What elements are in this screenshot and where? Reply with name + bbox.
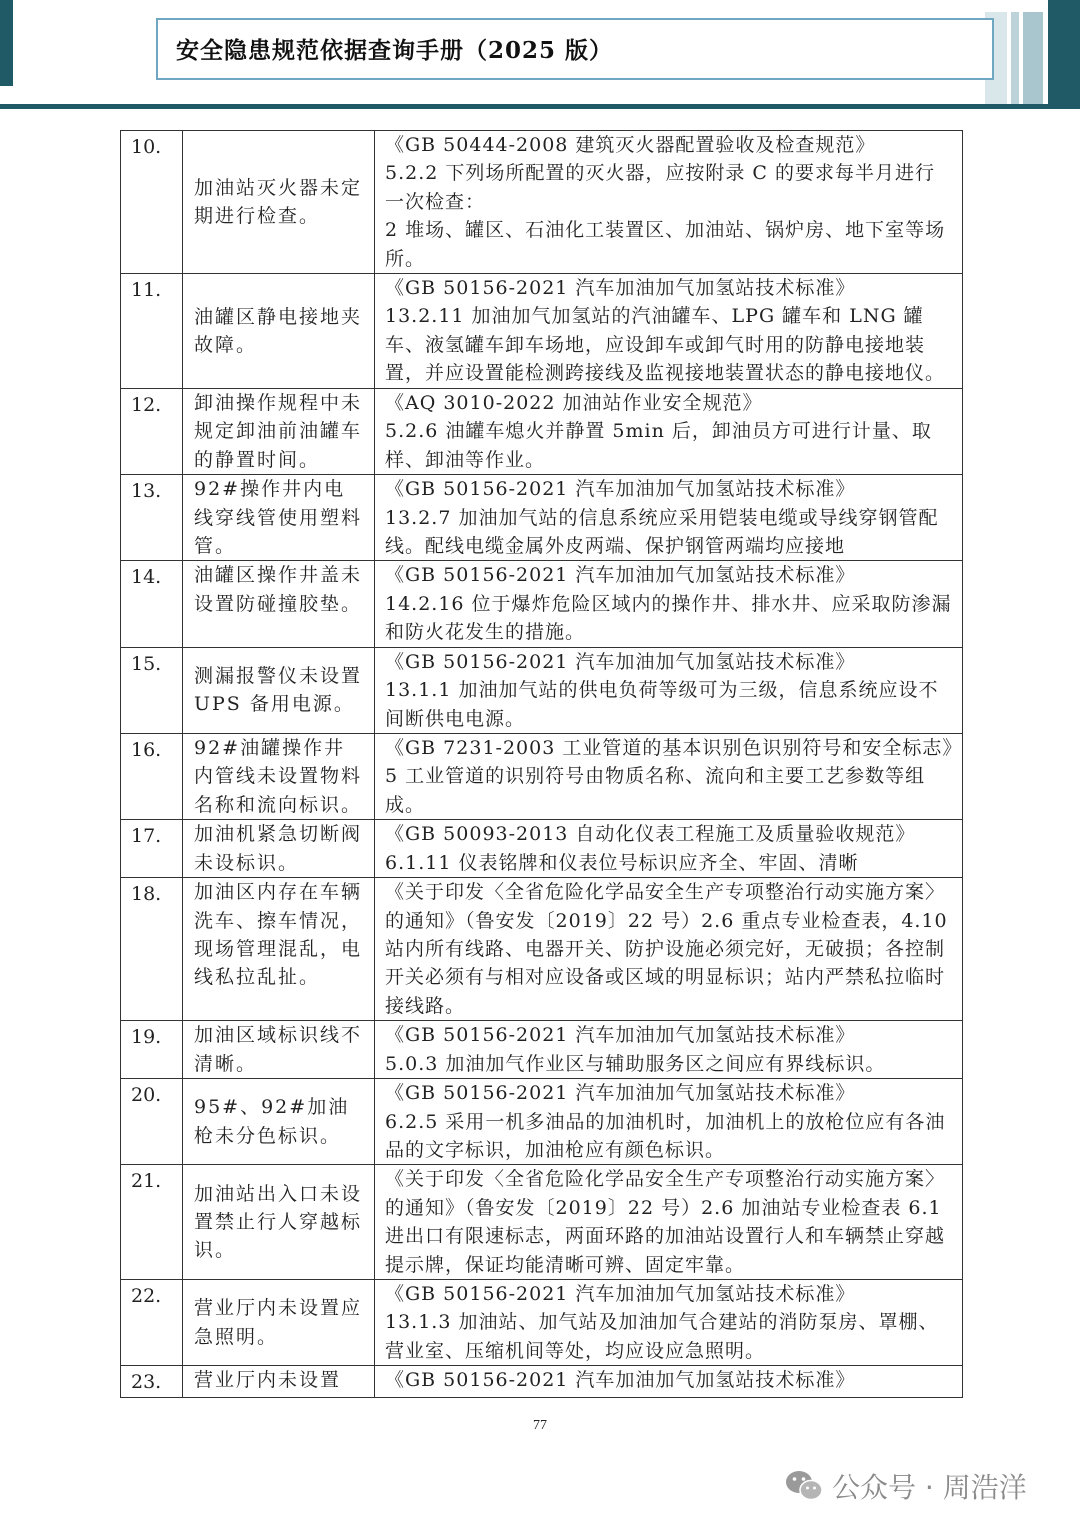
regulation-basis [375, 820, 963, 878]
table-row [121, 647, 963, 733]
regulation-basis [375, 274, 963, 389]
row-number: 23. [121, 1366, 183, 1397]
clause-text: 5.0.3 加油加气作业区与辅助服务区之间应有界线标识。 [385, 1052, 886, 1075]
table-row [121, 878, 963, 1021]
standard-reference: 《GB 50156-2021 汽车加油加气加氢站技术标准》 [385, 564, 856, 587]
standard-reference: 《GB 50093-2013 自动化仪表工程施工及质量验收规范》 [385, 823, 916, 846]
clause-text: 14.2.16 位于爆炸危险区域内的操作井、排水井、应采取防渗漏和防火花发生的措施。 [385, 592, 952, 644]
clause-text: 5.2.2 下列场所配置的灭火器，应按附录 C 的要求每半月进行一次检查： [385, 162, 936, 213]
row-number: 19. [121, 1021, 183, 1079]
table-row [121, 1280, 963, 1366]
hazard-text: 加油站出入口未设置禁止行人穿越标识。 [194, 1182, 363, 1262]
regulation-basis [375, 475, 963, 561]
table-row [121, 131, 963, 274]
hazard-text: 测漏报警仪未设置 UPS 备用电源。 [194, 664, 363, 716]
hazard-text: 油罐区操作井盖未设置防碰撞胶垫。 [194, 564, 363, 615]
row-number: 22. [121, 1280, 183, 1366]
hazard-text: 营业厅内未设置 [194, 1369, 342, 1392]
hazard-text: 92#操作井内电线穿线管使用塑料管。 [194, 478, 363, 558]
table-row [121, 1079, 963, 1165]
standard-reference: 《GB 50156-2021 汽车加油加气加氢站技术标准》 [385, 277, 856, 300]
hazard-description [183, 820, 375, 878]
hazard-text: 加油站灭火器未定期进行检查。 [194, 176, 363, 228]
hazard-description [183, 561, 375, 647]
standard-reference: 《GB 50156-2021 汽车加油加气加氢站技术标准》 [385, 1082, 856, 1105]
regulation-basis [375, 1280, 963, 1366]
hazard-table [120, 130, 963, 1398]
standard-reference: 《GB 50156-2021 汽车加油加气加氢站技术标准》 [385, 1369, 856, 1392]
standard-reference: 《GB 50156-2021 汽车加油加气加氢站技术标准》 [385, 650, 856, 673]
table-row [121, 475, 963, 561]
hazard-text: 加油区域标识线不清晰。 [194, 1024, 363, 1075]
clause-text: 13.1.3 加油站、加气站及加油加气合建站的消防泵房、罩棚、营业室、压缩机间等处，均应设应急照明。 [385, 1311, 939, 1362]
table-row [121, 1021, 963, 1079]
row-number: 10. [121, 131, 183, 274]
hazard-description [183, 389, 375, 475]
standard-reference: 《GB 7231-2003 工业管道的基本识别色识别符号和安全标志》 [385, 736, 963, 759]
clause-text: 6.2.5 采用一机多油品的加油机时，加油机上的放枪位应有各油品的文字标识，加油枪应有颜色标识。 [385, 1110, 946, 1161]
table-row [121, 820, 963, 878]
row-number: 20. [121, 1079, 183, 1165]
hazard-text: 92#油罐操作井内管线未设置物料名称和流向标识。 [194, 736, 363, 816]
watermark [784, 1466, 1027, 1506]
standard-reference: 《GB 50444-2008 建筑灭火器配置验收及检查规范》 [385, 134, 876, 156]
standard-reference: 《GB 50156-2021 汽车加油加气加氢站技术标准》 [385, 1283, 856, 1305]
hazard-description [183, 1021, 375, 1079]
header-right-block [1048, 0, 1080, 104]
regulation-basis [375, 1079, 963, 1165]
wechat-icon [784, 1468, 824, 1504]
row-number: 18. [121, 878, 183, 1021]
hazard-text: 卸油操作规程中未规定卸油前油罐车的静置时间。 [194, 392, 363, 471]
hazard-description [183, 1280, 375, 1366]
regulation-basis [375, 1366, 963, 1397]
header-left-bar [0, 0, 13, 86]
table-row [121, 389, 963, 475]
row-number: 21. [121, 1165, 183, 1280]
regulation-basis [375, 647, 963, 733]
standard-reference: 《GB 50156-2021 汽车加油加气加氢站技术标准》 [385, 1024, 856, 1047]
regulation-basis [375, 733, 963, 819]
clause-text: 13.1.1 加油加气站的供电负荷等级可为三级，信息系统应设不间断供电电源。 [385, 679, 939, 730]
clause-text: 13.2.7 加油加气站的信息系统应采用铠装电缆或导线穿钢管配线。配线电缆金属外皮两端、保护钢管两端均应接地 [385, 506, 939, 558]
hazard-description [183, 274, 375, 389]
hazard-description [183, 1366, 375, 1397]
hazard-description [183, 1165, 375, 1280]
row-number: 11. [121, 274, 183, 389]
row-number: 17. [121, 820, 183, 878]
regulation-basis [375, 389, 963, 475]
table-row [121, 1366, 963, 1397]
hazard-text: 油罐区静电接地夹故障。 [194, 305, 363, 357]
page-title: 安全隐患规范依据查询手册（2025 版） [176, 37, 614, 64]
standard-reference: 《AQ 3010-2022 加油站作业安全规范》 [385, 392, 763, 415]
clause-text: 13.2.11 加油加气加氢站的汽油罐车、LPG 罐车和 LNG 罐车、液氢罐车卸车场地，应设卸车或卸气时用的防静电接地装置，并应设置能检测跨接线及监视接地装置状态的静电接地仪。 [385, 305, 946, 385]
regulation-basis [375, 561, 963, 647]
header-rule [0, 104, 1080, 109]
watermark-text: 公众号 · 周浩洋 [832, 1471, 1027, 1504]
header-stripes [985, 12, 1055, 104]
standard-reference: 《关于印发〈全省危险化学品安全生产专项整治行动实施方案〉的通知》（鲁安发〔2019〕22 号）2.6 重点专业检查表，4.10 站内所有线路、电器开关、防护设施必须完好，无破损；各控制开关必须有与相对应设备或区域的明显标识；站内严禁私拉临时接线路。 [385, 881, 948, 1017]
regulation-basis [375, 131, 963, 274]
clause-text: 6.1.11 仪表铭牌和仪表位号标识应齐全、牢固、清晰 [385, 851, 859, 874]
regulation-basis [375, 1021, 963, 1079]
standard-reference: 《GB 50156-2021 汽车加油加气加氢站技术标准》 [385, 478, 856, 501]
hazard-text: 加油机紧急切断阀未设标识。 [194, 823, 363, 874]
hazard-description [183, 878, 375, 1021]
row-number: 12. [121, 389, 183, 475]
hazard-description [183, 131, 375, 274]
hazard-text: 95#、92#加油枪未分色标识。 [194, 1096, 350, 1147]
table-row [121, 1165, 963, 1280]
standard-reference: 《关于印发〈全省危险化学品安全生产专项整治行动实施方案〉的通知》（鲁安发〔2019〕22 号）2.6 加油站专业检查表 6.1 进出口有限速标志，两面环路的加油站设置行人和车辆禁止穿越提示牌，保证均能清晰可辨、固定牢靠。 [385, 1168, 946, 1276]
row-number: 13. [121, 475, 183, 561]
page-number: 77 [533, 1418, 547, 1433]
clause-text: 5 工业管道的识别符号由物质名称、流向和主要工艺参数等组成。 [385, 765, 926, 816]
row-number: 16. [121, 733, 183, 819]
hazard-text: 营业厅内未设置应急照明。 [194, 1297, 363, 1348]
hazard-description [183, 475, 375, 561]
clause-text: 5.2.6 油罐车熄火并静置 5min 后，卸油员方可进行计量、取样、卸油等作业。 [385, 420, 932, 471]
hazard-description [183, 1079, 375, 1165]
hazard-description [183, 647, 375, 733]
row-number: 14. [121, 561, 183, 647]
hazard-description [183, 733, 375, 819]
header-title-box [156, 18, 994, 80]
table-row [121, 274, 963, 389]
hazard-text: 加油区内存在车辆洗车、擦车情况，现场管理混乱，电线私拉乱扯。 [194, 881, 363, 989]
table-row [121, 733, 963, 819]
regulation-basis [375, 878, 963, 1021]
clause-text: 2 堆场、罐区、石油化工装置区、加油站、锅炉房、地下室等场所。 [385, 219, 946, 270]
regulation-basis [375, 1165, 963, 1280]
row-number: 15. [121, 647, 183, 733]
table-row [121, 561, 963, 647]
